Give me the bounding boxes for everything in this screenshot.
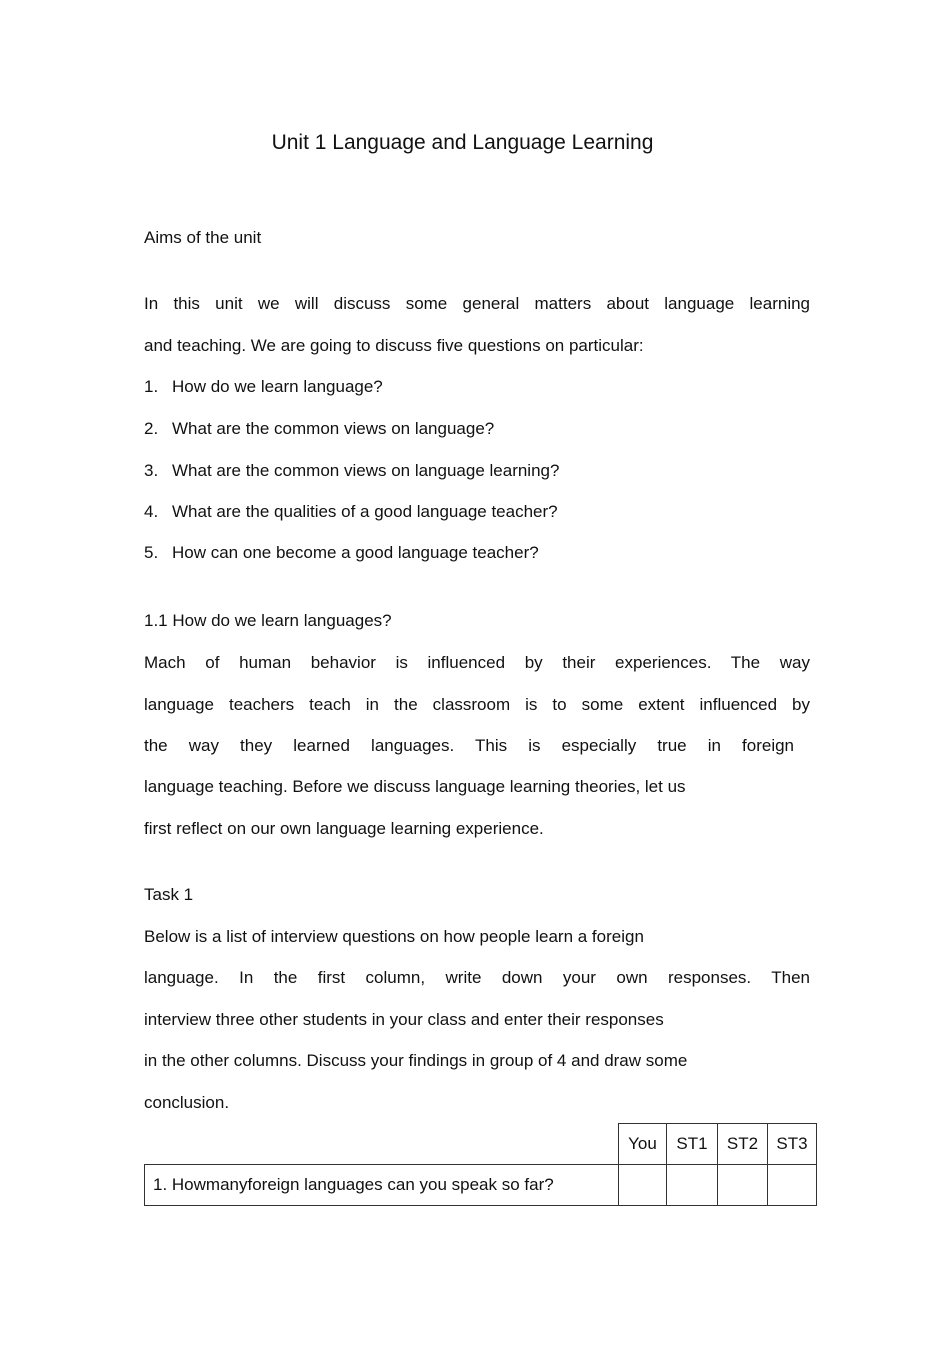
task-body-line-2: language. In the first column, write down your own responses. Then xyxy=(144,968,810,987)
question-number: 5. xyxy=(144,543,159,562)
header-you: You xyxy=(619,1124,667,1165)
task-body-line-1: Below is a list of interview questions on how people learn a foreign xyxy=(144,927,644,946)
section-heading: 1.1 How do we learn languages? xyxy=(144,611,392,630)
question-text: How can one become a good language teacher? xyxy=(172,543,539,562)
section-body-line-1: Mach of human behavior is influenced by their experiences. The way xyxy=(144,653,810,672)
question-item-2 xyxy=(144,419,494,439)
question-item-3 xyxy=(144,461,559,481)
section-body-line-3: the way they learned languages. This is especially true in foreign xyxy=(144,736,794,755)
section-body-line-2: language teachers teach in the classroom is to some extent influenced by xyxy=(144,695,810,714)
question-text: What are the qualities of a good language teacher? xyxy=(172,502,558,521)
section-body-line-5: first reflect on our own language learning experience. xyxy=(144,819,544,838)
page-title: Unit 1 Language and Language Learning xyxy=(271,131,654,154)
task-body-line-4: in the other columns. Discuss your findings in group of 4 and draw some xyxy=(144,1051,688,1070)
question-item-5 xyxy=(144,543,539,563)
task-heading: Task 1 xyxy=(144,885,194,904)
intro-line-2: and teaching. We are going to discuss five questions on particular: xyxy=(144,336,644,355)
interview-table xyxy=(144,1123,817,1206)
question-cell: 1. Howmanyforeign languages can you speak so far? xyxy=(145,1165,619,1206)
table-header-row xyxy=(145,1124,817,1165)
intro-line-1: In this unit we will discuss some general matters about language learning xyxy=(144,294,810,313)
answer-cell-you[interactable] xyxy=(619,1165,667,1206)
section-body-line-4: language teaching. Before we discuss language learning theories, let us xyxy=(144,777,686,796)
header-st1: ST1 xyxy=(667,1124,718,1165)
question-number: 2. xyxy=(144,419,159,438)
header-blank-cell xyxy=(145,1124,619,1165)
answer-cell-st1[interactable] xyxy=(667,1165,718,1206)
task-body-line-3: interview three other students in your class and enter their responses xyxy=(144,1010,664,1029)
question-text: What are the common views on language learning? xyxy=(172,461,560,480)
question-number: 3. xyxy=(144,461,159,480)
header-st3: ST3 xyxy=(768,1124,817,1165)
question-number: 4. xyxy=(144,502,159,521)
answer-cell-st2[interactable] xyxy=(718,1165,768,1206)
aims-heading: Aims of the unit xyxy=(144,228,262,247)
task-body-line-5: conclusion. xyxy=(144,1093,230,1112)
question-number: 1. xyxy=(144,377,159,396)
question-item-1 xyxy=(144,377,383,397)
question-text: How do we learn language? xyxy=(172,377,383,396)
table-row xyxy=(145,1165,817,1206)
answer-cell-st3[interactable] xyxy=(768,1165,817,1206)
question-text: What are the common views on language? xyxy=(172,419,495,438)
question-item-4 xyxy=(144,502,558,522)
header-st2: ST2 xyxy=(718,1124,768,1165)
